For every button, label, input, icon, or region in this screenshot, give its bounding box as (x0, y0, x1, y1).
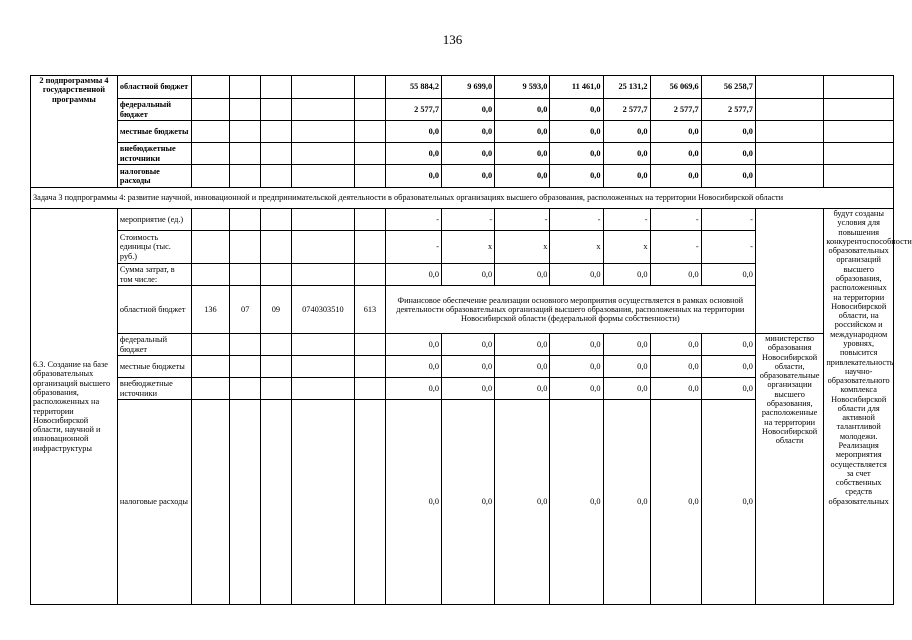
empty-cell (291, 99, 354, 121)
value-cell: х (495, 231, 550, 264)
empty-cell (230, 76, 261, 99)
empty-cell (230, 334, 261, 356)
table-row (31, 99, 894, 121)
value-cell: 0,0 (495, 378, 550, 400)
empty-cell (230, 99, 261, 121)
empty-cell (355, 334, 386, 356)
value-cell: 2 577,7 (385, 99, 441, 121)
empty-cell (261, 264, 292, 286)
value-cell: 2 577,7 (603, 99, 650, 121)
empty-cell (824, 165, 894, 188)
value-cell: - (442, 209, 495, 231)
empty-cell (261, 165, 292, 188)
value-cell: 0,0 (650, 121, 701, 143)
row-label: мероприятие (ед.) (117, 209, 191, 231)
table-row (31, 209, 894, 231)
empty-cell (291, 209, 354, 231)
empty-cell (261, 356, 292, 378)
value-cell: - (385, 209, 441, 231)
row-label: внебюджетные источники (117, 378, 191, 400)
value-cell: 0,0 (442, 143, 495, 165)
value-cell: 0,0 (550, 400, 603, 605)
source-label: налоговые расходы (117, 165, 191, 188)
value-cell: 0,0 (495, 99, 550, 121)
value-cell: 0,0 (603, 143, 650, 165)
empty-cell (191, 356, 230, 378)
empty-cell (291, 334, 354, 356)
empty-cell (191, 231, 230, 264)
value-cell: 0,0 (442, 378, 495, 400)
value-cell: 0,0 (442, 99, 495, 121)
empty-cell (191, 378, 230, 400)
empty-cell (230, 356, 261, 378)
value-cell: 0,0 (385, 264, 441, 286)
value-cell: 0,0 (650, 400, 701, 605)
empty-cell (191, 76, 230, 99)
empty-cell (824, 99, 894, 121)
row-label: местные бюджеты (117, 356, 191, 378)
value-cell: 0,0 (495, 400, 550, 605)
empty-cell (191, 264, 230, 286)
value-cell: 0,0 (603, 165, 650, 188)
value-cell: 0,0 (385, 356, 441, 378)
value-cell: х (603, 231, 650, 264)
value-cell: 0,0 (385, 121, 441, 143)
empty-cell (261, 231, 292, 264)
value-cell: 0,0 (603, 264, 650, 286)
value-cell: 0,0 (550, 99, 603, 121)
empty-cell (355, 99, 386, 121)
empty-cell (824, 121, 894, 143)
empty-cell (355, 378, 386, 400)
empty-cell (261, 334, 292, 356)
value-cell: 0,0 (650, 334, 701, 356)
value-cell: 55 884,2 (385, 76, 441, 99)
measure-executor: министерство образования Новосибирской области, образовательные организации высшего образования, расположенные на территории Новосибирской области (755, 334, 824, 605)
page-number: 136 (442, 32, 463, 47)
value-cell: 0,0 (385, 400, 441, 605)
empty-cell (755, 76, 824, 99)
source-label: федеральный бюджет (117, 99, 191, 121)
empty-cell (230, 231, 261, 264)
empty-cell (230, 209, 261, 231)
value-cell: 0,0 (701, 334, 755, 356)
empty-cell (755, 121, 824, 143)
value-cell: 0,0 (385, 378, 441, 400)
value-cell: 0,0 (442, 400, 495, 605)
value-cell: 0,0 (442, 121, 495, 143)
value-cell: 0,0 (701, 378, 755, 400)
value-cell: х (550, 231, 603, 264)
value-cell: 0,0 (550, 165, 603, 188)
value-cell: 0,0 (650, 264, 701, 286)
source-label: областной бюджет (117, 76, 191, 99)
empty-cell (261, 121, 292, 143)
vr-code: 613 (355, 286, 386, 334)
value-cell: - (603, 209, 650, 231)
row-label: налоговые расходы (117, 400, 191, 605)
value-cell: 0,0 (650, 143, 701, 165)
table-row (31, 76, 894, 99)
empty-cell (355, 121, 386, 143)
value-cell: - (701, 209, 755, 231)
value-cell: 2 577,7 (701, 99, 755, 121)
value-cell: 0,0 (550, 121, 603, 143)
empty-cell (230, 264, 261, 286)
value-cell: 11 461,0 (550, 76, 603, 99)
value-cell: х (442, 231, 495, 264)
empty-cell (230, 165, 261, 188)
value-cell: 0,0 (385, 143, 441, 165)
value-cell: - (550, 209, 603, 231)
value-cell: 0,0 (701, 264, 755, 286)
value-cell: - (701, 231, 755, 264)
empty-cell (291, 356, 354, 378)
value-cell: 9 699,0 (442, 76, 495, 99)
value-cell: 0,0 (385, 334, 441, 356)
value-cell: 0,0 (603, 356, 650, 378)
value-cell: 0,0 (603, 121, 650, 143)
budget-table (30, 75, 912, 605)
empty-cell (261, 143, 292, 165)
empty-cell (261, 209, 292, 231)
value-cell: - (650, 231, 701, 264)
empty-cell (191, 165, 230, 188)
empty-cell (291, 121, 354, 143)
value-cell: 2 577,7 (650, 99, 701, 121)
value-cell: 0,0 (442, 165, 495, 188)
value-cell: 25 131,2 (603, 76, 650, 99)
empty-cell (291, 264, 354, 286)
table-row (31, 334, 894, 356)
value-cell: 0,0 (495, 334, 550, 356)
table-row (31, 188, 894, 209)
empty-cell (291, 231, 354, 264)
value-cell: 0,0 (701, 143, 755, 165)
empty-cell (291, 400, 354, 605)
value-cell: 0,0 (550, 356, 603, 378)
value-cell: 0,0 (495, 356, 550, 378)
value-cell: 0,0 (495, 264, 550, 286)
empty-cell (261, 99, 292, 121)
empty-cell (230, 400, 261, 605)
empty-cell (261, 400, 292, 605)
empty-cell (291, 165, 354, 188)
empty-cell (355, 400, 386, 605)
value-cell: 0,0 (550, 143, 603, 165)
row-label: областной бюджет (117, 286, 191, 334)
value-cell: 0,0 (650, 378, 701, 400)
value-cell: 0,0 (495, 165, 550, 188)
empty-cell (755, 165, 824, 188)
task-heading: Задача 3 подпрограммы 4: развитие научной, инновационной и предпринимательской деятельности в образовательных организациях высшего образования, расположенных на территории Новосибирской области (31, 188, 894, 209)
row-label: Сумма затрат, в том числе: (117, 264, 191, 286)
empty-cell (230, 121, 261, 143)
value-cell: - (495, 209, 550, 231)
empty-cell (355, 231, 386, 264)
value-cell: 56 069,6 (650, 76, 701, 99)
value-cell: 0,0 (650, 165, 701, 188)
csr-code: 0740303510 (291, 286, 354, 334)
empty-cell (261, 76, 292, 99)
empty-cell (191, 143, 230, 165)
subprogram-label: 2 подпрограммы 4 государственной программы (31, 76, 118, 188)
empty-cell (355, 143, 386, 165)
value-cell: 0,0 (603, 400, 650, 605)
value-cell: 0,0 (385, 165, 441, 188)
empty-cell (755, 143, 824, 165)
empty-cell (355, 165, 386, 188)
empty-cell (355, 356, 386, 378)
value-cell: 0,0 (495, 143, 550, 165)
value-cell: 0,0 (442, 334, 495, 356)
table-row (31, 143, 894, 165)
value-cell: 0,0 (650, 356, 701, 378)
value-cell: 0,0 (701, 165, 755, 188)
empty-cell (824, 76, 894, 99)
measure-result: будут созданы условия для повышения конкурентоспособности образовательных организаций высшего образования, расположенных на территории Новосибирской области, на российском и международном уровнях, повысится привлекательность научно-образовательного комплекса Новосибирской области для активной талантливой молодежи. Реализация мероприятия осуществляется за счет собственных средств образовательных (824, 209, 894, 605)
empty-cell (355, 264, 386, 286)
empty-cell (355, 209, 386, 231)
table-row (31, 165, 894, 188)
value-cell: 0,0 (701, 400, 755, 605)
table-row (31, 121, 894, 143)
empty-cell (291, 378, 354, 400)
empty-cell (291, 143, 354, 165)
value-cell: 0,0 (442, 264, 495, 286)
row-label: Стоимость единицы (тыс. руб.) (117, 231, 191, 264)
empty-cell (755, 209, 824, 334)
empty-cell (824, 143, 894, 165)
empty-cell (261, 378, 292, 400)
source-label: внебюджетные источники (117, 143, 191, 165)
empty-cell (230, 143, 261, 165)
value-cell: 56 258,7 (701, 76, 755, 99)
empty-cell (191, 121, 230, 143)
value-cell: 0,0 (603, 378, 650, 400)
grbs-code: 136 (191, 286, 230, 334)
empty-cell (755, 99, 824, 121)
empty-cell (355, 76, 386, 99)
value-cell: 0,0 (701, 121, 755, 143)
value-cell: 0,0 (701, 356, 755, 378)
value-cell: - (385, 231, 441, 264)
empty-cell (291, 76, 354, 99)
rz-code: 07 (230, 286, 261, 334)
empty-cell (191, 99, 230, 121)
pr-code: 09 (261, 286, 292, 334)
empty-cell (191, 400, 230, 605)
value-cell: 0,0 (603, 334, 650, 356)
value-cell: 0,0 (442, 356, 495, 378)
row-label: федеральный бюджет (117, 334, 191, 356)
value-cell: 9 593,0 (495, 76, 550, 99)
value-cell: 0,0 (550, 264, 603, 286)
empty-cell (230, 378, 261, 400)
value-cell: 0,0 (550, 334, 603, 356)
value-cell: 0,0 (495, 121, 550, 143)
source-label: местные бюджеты (117, 121, 191, 143)
measure-name: 6.3. Создание на базе образовательных организаций высшего образования, расположенных на территории Новосибирской области, научной и инновационной инфраструктуры (31, 209, 118, 605)
value-cell: - (650, 209, 701, 231)
financing-note: Финансовое обеспечение реализации основного мероприятия осуществляется в рамках основной деятельности образовательных организаций высшего образования, расположенных на территории Новосибирской области (федеральной формы собственности) (385, 286, 755, 334)
empty-cell (191, 209, 230, 231)
value-cell: 0,0 (550, 378, 603, 400)
empty-cell (191, 334, 230, 356)
